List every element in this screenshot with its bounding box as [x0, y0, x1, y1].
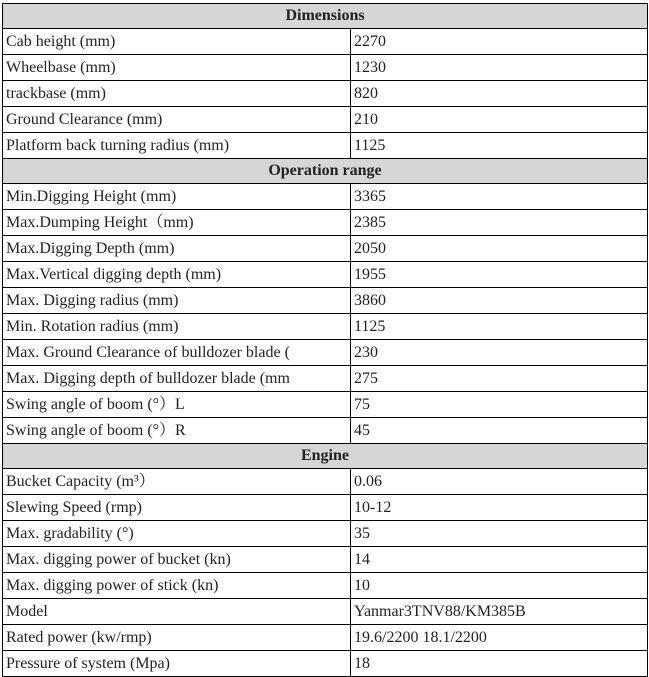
spec-label: Wheelbase (mm) — [3, 55, 351, 81]
spec-row — [3, 366, 648, 392]
spec-row — [3, 340, 648, 366]
spec-row — [3, 81, 648, 107]
spec-row — [3, 29, 648, 55]
spec-row — [3, 547, 648, 573]
spec-label: Swing angle of boom (°）L — [3, 392, 351, 418]
spec-row — [3, 625, 648, 651]
spec-value: 1125 — [351, 133, 648, 159]
spec-label: Min.Digging Height (mm) — [3, 184, 351, 210]
spec-value: 2270 — [351, 29, 648, 55]
section-title: Operation range — [3, 159, 648, 184]
spec-row — [3, 651, 648, 677]
spec-row — [3, 210, 648, 236]
spec-label: Slewing Speed (rmp) — [3, 495, 351, 521]
spec-value: 0.06 — [351, 469, 648, 495]
spec-value: 2050 — [351, 236, 648, 262]
spec-value: 820 — [351, 81, 648, 107]
spec-label: Max. Ground Clearance of bulldozer blade ( — [3, 340, 351, 366]
spec-label: Rated power (kw/rmp) — [3, 625, 351, 651]
spec-label: Swing angle of boom (°）R — [3, 418, 351, 444]
spec-label: Max. Digging depth of bulldozer blade (mm — [3, 366, 351, 392]
spec-row — [3, 495, 648, 521]
spec-row — [3, 314, 648, 340]
spec-row — [3, 133, 648, 159]
spec-value: 35 — [351, 521, 648, 547]
spec-value: 3365 — [351, 184, 648, 210]
spec-label: Model — [3, 599, 351, 625]
spec-value: 230 — [351, 340, 648, 366]
spec-value: 14 — [351, 547, 648, 573]
spec-value: 75 — [351, 392, 648, 418]
spec-label: Max.Vertical digging depth (mm) — [3, 262, 351, 288]
spec-row — [3, 392, 648, 418]
spec-label: Max. digging power of stick (kn) — [3, 573, 351, 599]
spec-value: 1230 — [351, 55, 648, 81]
spec-value: 210 — [351, 107, 648, 133]
spec-row — [3, 55, 648, 81]
spec-value: 2385 — [351, 210, 648, 236]
spec-value: 45 — [351, 418, 648, 444]
spec-row — [3, 521, 648, 547]
section-header-row — [3, 159, 648, 184]
spec-value: 3860 — [351, 288, 648, 314]
spec-label: Max.Dumping Height（mm) — [3, 210, 351, 236]
spec-label: Max. Digging radius (mm) — [3, 288, 351, 314]
spec-label: Max.Digging Depth (mm) — [3, 236, 351, 262]
spec-value: 10 — [351, 573, 648, 599]
spec-row — [3, 469, 648, 495]
section-header-row — [3, 444, 648, 469]
spec-value: 10-12 — [351, 495, 648, 521]
spec-label: Bucket Capacity (m³） — [3, 469, 351, 495]
section-header-row — [3, 4, 648, 29]
spec-table-body — [3, 4, 648, 677]
spec-row — [3, 262, 648, 288]
section-title: Dimensions — [3, 4, 648, 29]
spec-label: Ground Clearance (mm) — [3, 107, 351, 133]
spec-label: Min. Rotation radius (mm) — [3, 314, 351, 340]
spec-row — [3, 184, 648, 210]
spec-label: Max. digging power of bucket (kn) — [3, 547, 351, 573]
spec-row — [3, 599, 648, 625]
spec-label: Cab height (mm) — [3, 29, 351, 55]
spec-value: 1125 — [351, 314, 648, 340]
spec-row — [3, 236, 648, 262]
spec-value: 1955 — [351, 262, 648, 288]
spec-row — [3, 107, 648, 133]
spec-label: trackbase (mm) — [3, 81, 351, 107]
spec-label: Max. gradability (°) — [3, 521, 351, 547]
spec-value: 275 — [351, 366, 648, 392]
spec-row — [3, 288, 648, 314]
section-title: Engine — [3, 444, 648, 469]
spec-table — [2, 3, 648, 677]
spec-label: Pressure of system (Mpa) — [3, 651, 351, 677]
spec-row — [3, 418, 648, 444]
spec-value: 18 — [351, 651, 648, 677]
spec-row — [3, 573, 648, 599]
spec-value: Yanmar3TNV88/KM385B — [351, 599, 648, 625]
spec-value: 19.6/2200 18.1/2200 — [351, 625, 648, 651]
spec-label: Platform back turning radius (mm) — [3, 133, 351, 159]
